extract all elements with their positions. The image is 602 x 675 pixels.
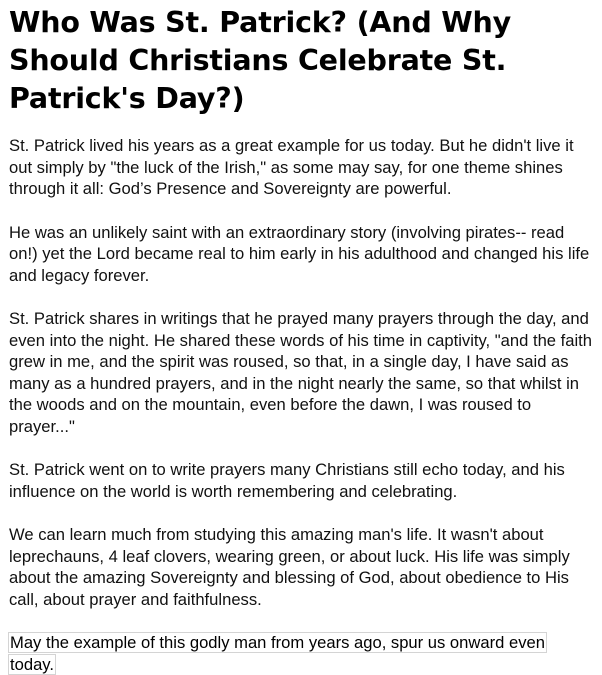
paragraph-4: St. Patrick went on to write prayers many Christians still echo today, and his influence on the world is worth remembering and celebrating. — [9, 460, 565, 501]
paragraph-3: St. Patrick shares in writings that he prayed many prayers through the day, and even into the night. He shared these words of his time in captivity, "and the faith grew in me, and the spirit was roused, so that, in a single day, I have said as many as a hundred prayers, and in the night nearly the same, so that whilst in the woods and on the mountain, even before the dawn, I was roused to prayer..." — [9, 309, 593, 436]
article — [9, 0, 595, 675]
highlighted-paragraph: May the example of this godly man from years ago, spur us onward even today. — [10, 633, 545, 674]
article-title: Who Was St. Patrick? (And Why Should Christians Celebrate St. Patrick's Day?) — [9, 6, 511, 115]
paragraph-2: He was an unlikely saint with an extraordinary story (involving pirates-- read on!) yet the Lord became real to him early in his adulthood and changed his life and legacy forever. — [9, 222, 590, 285]
paragraph-1: St. Patrick lived his years as a great example for us today. But he didn't live it out simply by "the luck of the Irish," as some may say, for one theme shines through it all: God’s Presence and Sovereignty are powerful. — [9, 136, 574, 198]
paragraph-5: We can learn much from studying this amazing man's life. It wasn't about leprechauns, 4 leaf clovers, wearing green, or about luck. His life was simply about the amazing Sovereignty and blessing of God, about obedience to His call, about prayer and faithfulness. — [9, 525, 570, 609]
highlighted-paragraph-container — [8, 632, 563, 675]
